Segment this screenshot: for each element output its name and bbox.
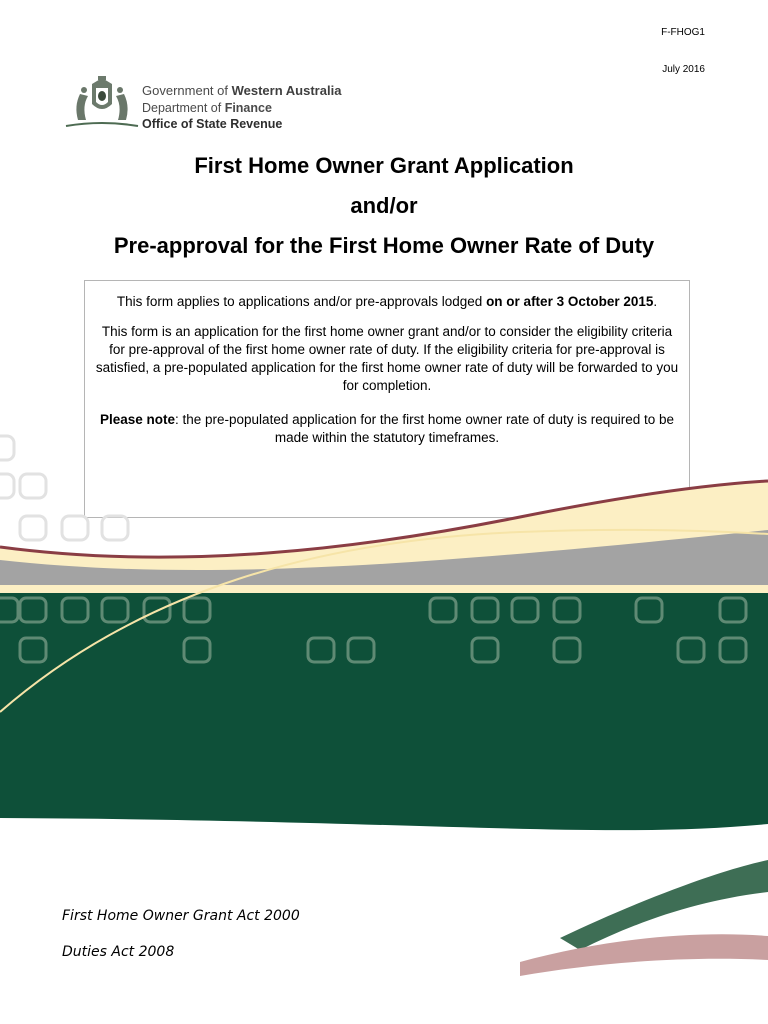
act-first-home-owner-grant: First Home Owner Grant Act 2000 [62, 908, 300, 924]
form-date: July 2016 [662, 64, 705, 75]
cream-thin-band [0, 585, 768, 593]
org-line3: Office of State Revenue [142, 117, 283, 131]
form-code: F-FHOG1 [661, 27, 705, 38]
decorative-wave-background [0, 400, 768, 1024]
organisation-name [142, 83, 341, 133]
org-line2-bold: Finance [224, 100, 272, 115]
info-p1-text: This form applies to applications and/or pre-approvals lodged [116, 294, 487, 309]
info-p1-end: . [653, 294, 658, 309]
title-line2: and/or [350, 193, 418, 218]
rounded-square-pattern [0, 436, 128, 540]
info-p3-text: : the pre-populated application for the first home owner rate of duty is required to be made within the statutory timeframes. [175, 412, 675, 445]
title-line1: First Home Owner Grant Application [194, 153, 574, 178]
wa-coat-of-arms-icon [62, 76, 142, 130]
green-area [0, 593, 768, 830]
info-p1-bold: on or after 3 October 2015 [486, 294, 654, 309]
org-line1-bold: Western Australia [231, 83, 342, 98]
info-p3-bold: Please note [99, 412, 175, 427]
info-paragraph-2: This form is an application for the first home owner grant and/or to consider the eligibility criteria for pre-approval of the first home owner rate of duty. If the eligibility criteria for pre-approval is satisfied, a pre-populated application for the first home owner rate of duty will be forwarded to you for completion. [95, 324, 679, 393]
act-duties: Duties Act 2008 [62, 944, 175, 960]
info-paragraph-1 [85, 293, 689, 311]
org-line2-prefix: Department of [142, 100, 225, 115]
org-line1-prefix: Government of [142, 83, 232, 98]
title-line3: Pre-approval for the First Home Owner Rate of Duty [113, 233, 655, 258]
